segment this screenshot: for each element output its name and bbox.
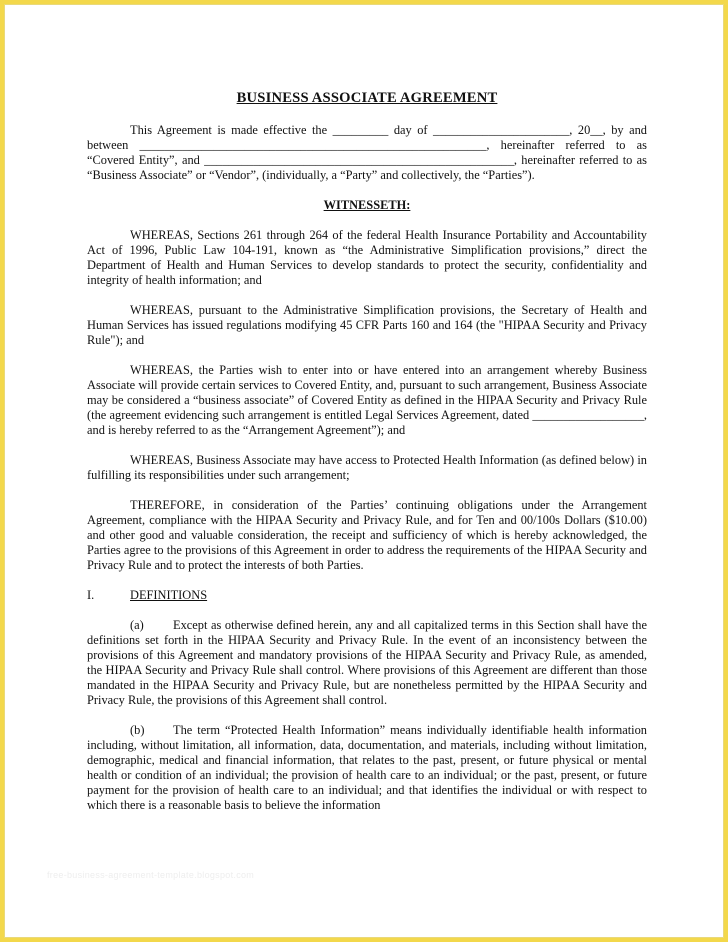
definition-paragraph bbox=[87, 618, 647, 708]
watermark: free-business-agreement-template.blogspot.com bbox=[47, 870, 255, 880]
whereas-paragraph: WHEREAS, the Parties wish to enter into or have entered into an arrangement whereby Business Associate will provide certain services to Covered Entity, and, pursuant to such arrangement, Business Associate may be considered a “business associate” of Covered Entity as defined in the HIPAA Security and Privacy Rule (the agreement evidencing such arrangement is entitled Legal Services Agreement, dated __________________, and is hereby referred to as the “Arrangement Agreement”); and bbox=[87, 363, 647, 437]
section-number: I. bbox=[87, 588, 95, 602]
definition-text: The term “Protected Health Information” means individually identifiable health information including, without limitation, all information, data, documentation, and materials, including without limitation, demographic, medical and financial information, that relates to the past, present, or future physical or mental health or condition of an individual; the provision of health care to an individual; or the past, present, or future payment for the provision of health care to an individual; and that identifies the individual or with respect to which there is a reasonable basis to believe the information bbox=[87, 723, 647, 812]
document-page bbox=[4, 4, 724, 938]
whereas-paragraph: WHEREAS, Sections 261 through 264 of the federal Health Insurance Portability and Accountability Act of 1996, Public Law 104-191, known as “the Administrative Simplification provisions,” direct the Department of Health and Human Services to develop standards to protect the security, confidentiality and integrity of health information; and bbox=[87, 228, 647, 287]
definition-text: Except as otherwise defined herein, any and all capitalized terms in this Section shall have the definitions set forth in the HIPAA Security and Privacy Rule. In the event of an inconsistency between the provisions of this Agreement and mandatory provisions of the HIPAA Security and Privacy Rule, as amended, the HIPAA Security and Privacy Rule shall control. Where provisions of this Agreement are different than those mandated in the HIPAA Security and Privacy Rule, but are nonetheless permitted by the HIPAA Security and Privacy Rule, the provisions of this Agreement shall control. bbox=[87, 618, 647, 707]
definition-label: (a) bbox=[130, 618, 144, 632]
therefore-paragraph: THEREFORE, in consideration of the Parties’ continuing obligations under the Arrangement Agreement, compliance with the HIPAA Security and Privacy Rule, and for Ten and 00/100s Dollars ($10.00) and other good and valuable consideration, the receipt and sufficiency of which is hereby acknowledged, the Parties agree to the provisions of this Agreement in order to address the requirements of the HIPAA Security and Privacy Rule and to protect the interests of both Parties. bbox=[87, 498, 647, 572]
definition-label: (b) bbox=[130, 723, 145, 737]
document-title: BUSINESS ASSOCIATE AGREEMENT bbox=[236, 90, 498, 106]
intro-paragraph: This Agreement is made effective the _________ day of ______________________, 20__, by and between ________________________________________________________, hereinafter referred to as “Covered Entity”, and __________________________________________________, hereinafter referred to as “Business Associate” or “Vendor”, (individually, a “Party” and collectively, the “Parties”). bbox=[87, 123, 647, 182]
section-title: DEFINITIONS bbox=[130, 588, 208, 602]
document-body bbox=[87, 91, 647, 828]
section-heading bbox=[87, 588, 647, 603]
definition-paragraph bbox=[87, 723, 647, 813]
whereas-paragraph: WHEREAS, pursuant to the Administrative Simplification provisions, the Secretary of Health and Human Services has issued regulations modifying 45 CFR Parts 160 and 164 (the "HIPAA Security and Privacy Rule"); and bbox=[87, 303, 647, 347]
witnesseth-heading: WITNESSETH: bbox=[323, 198, 411, 212]
whereas-paragraph: WHEREAS, Business Associate may have access to Protected Health Information (as defined below) in fulfilling its responsibilities under such arrangement; bbox=[87, 453, 647, 482]
